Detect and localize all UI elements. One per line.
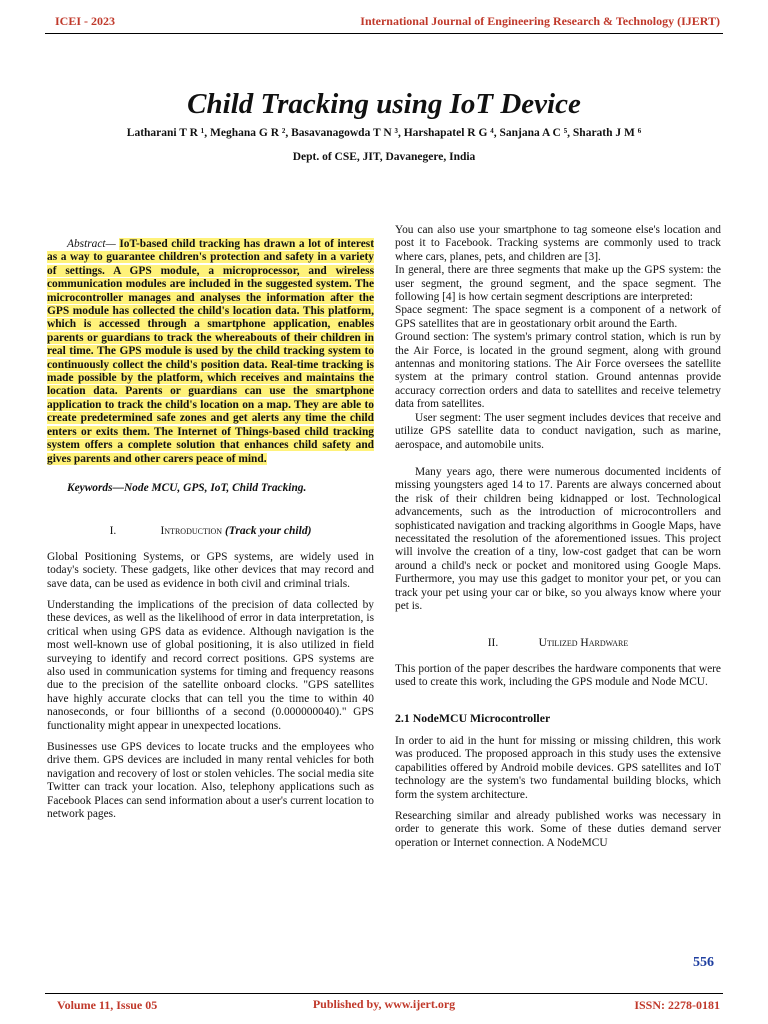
footer-middle: Published by, www.ijert.org — [312, 997, 456, 1011]
intro-paragraph: Global Positioning Systems, or GPS systems, are widely used in today's society. These gadgets, like other devices that may record and save data, can be used as evidence in both civil and criminal trials. — [47, 550, 374, 590]
intro-paragraph: Businesses use GPS devices to locate trucks and the employees who drive them. GPS devices are included in many rental vehicles for both navigation and recovery of lost or stolen vehicles. The social media site Twitter can track your location. Also, telephony applications such as Facebook Places can send information about a user's current location to network pages. — [47, 741, 374, 821]
body-paragraph: Researching similar and already published works was necessary in order to generate this work. Some of these duties demand server operation or Internet connection. A NodeMCU — [395, 810, 721, 849]
section-number: II. — [487, 637, 499, 650]
abstract — [47, 238, 374, 466]
abstract-text: IoT-based child tracking has drawn a lot of interest as a way to guarantee children's protection and safety in a variety of settings. A GPS module, a microprocessor, and wireless communication modules are included in the suggested system. The microcontroller manages and analyses the information after the GPS module has collected the child's location data. This platform, which is accessed through a smartphone application, enables parents or guardians to track the whereabouts of their children in real time. The GPS module is used by the child tracking system to continuously collect the child's position data. Real-time tracking is made possible by the platform, which receives and maintains the location data. Parents or guardians can use the smartphone application to track the child's location on a map. They are able to create predetermined safe zones and get alerts any time the child enters or exits them. The Internet of Things-based child tracking system offers a complete solution that enhances child safety and gives parents and other carers peace of mind. — [47, 238, 374, 465]
section-heading-hardware — [395, 637, 721, 650]
body-paragraph: In order to aid in the hunt for missing or missing children, this work was produced. The proposed approach in this study uses the extensive capabilities offered by Android mobile devices. GPS satellites and IoT technology are the system's two fundamental building blocks, which form the system architecture. — [395, 735, 721, 801]
body-paragraph: Ground section: The system's primary control station, which is run by the Air Force, is located in the ground segment, along with ground antennas and monitoring stations. The Air Force oversees the satellite system at the primary control station. Ground antennas provide accuracy correction orders and data to satellites and receive telemetry data from satellites. — [395, 331, 721, 411]
paper-title: Child Tracking using IoT Device — [187, 88, 581, 120]
header-rule — [45, 33, 723, 34]
section-title: Utilized Hardware — [538, 637, 629, 650]
section-subtitle: (Track your child) — [224, 525, 312, 538]
body-paragraph: Space segment: The space segment is a component of a network of GPS satellites that are in geostationary orbit around the Earth. — [395, 304, 721, 330]
left-column — [47, 238, 374, 821]
section-number: I. — [109, 525, 117, 538]
abstract-label: Abstract— — [67, 238, 116, 250]
body-paragraph: You can also use your smartphone to tag someone else's location and post it to Facebook. Tracking systems are commonly used to track where cars, planes, pets, and children are [3]. — [395, 224, 721, 263]
header-left: ICEI - 2023 — [55, 14, 116, 28]
footer-rule — [45, 993, 723, 994]
affiliation: Dept. of CSE, JIT, Davanegere, India — [292, 151, 476, 163]
section-title: Introduction — [160, 525, 223, 538]
subsection-heading: 2.1 NodeMCU Microcontroller — [395, 710, 551, 725]
body-paragraph: Many years ago, there were numerous documented incidents of missing youngsters aged 14 to 17. Parents are always concerned about the risk of their children being kidnapped or lost. Technological advancements, such as the introduction of microcontrollers and sophisticated navigation and tracking algorithms in Google Maps, have necessitated the resolution of the aforementioned issues. This project will involve the creation of a tiny, low-cost gadget that can be worn around a child's neck or pocket and monitored using Google Maps. Furthermore, you may use this gadget to monitor your pet, or you can track your pet using your car or bike, so you always know where your pet is. — [395, 465, 721, 612]
page-number: 556 — [693, 955, 714, 970]
footer-right: ISSN: 2278-0181 — [634, 998, 720, 1012]
author-list: Latharani T R ¹, Meghana G R ², Basavanagowda T N ³, Harshapatel R G ⁴, Sanjana A C ⁵, Sharath J M ⁶ — [126, 127, 642, 139]
body-paragraph: In general, there are three segments that make up the GPS system: the user segment, the ground segment, and the space segment. The following [4] is how certain segment descriptions are interpreted: — [395, 264, 721, 304]
intro-paragraph: Understanding the implications of the precision of data collected by these devices, as well as the likelihood of error in data interpretation, is critical when using GPS data as evidence. Although navigation is the most well-known use of global positioning, it is also utilized in field surveying to identify and record correct positions. GPS systems are also used in communication systems for timing and frequency reasons due to the precision of the satellite onboard clocks. "GPS satellites have highly accurate clocks that can tell you the time to within 40 nanoseconds, or four billionths of a second (0.000000040)." GPS functionality might appear in unexpected locations. — [47, 598, 374, 732]
header-right: International Journal of Engineering Research & Technology (IJERT) — [360, 14, 720, 28]
body-paragraph: User segment: The user segment includes devices that receive and utilize GPS satellite data to conduct navigation, such as marine, aerospace, and automobile units. — [395, 411, 721, 451]
body-paragraph: This portion of the paper describes the hardware components that were used to create this work, including the GPS module and Node MCU. — [395, 662, 721, 689]
footer-left: Volume 11, Issue 05 — [57, 998, 158, 1012]
keywords: Keywords—Node MCU, GPS, IoT, Child Tracking. — [67, 481, 307, 494]
right-column — [395, 224, 721, 850]
section-heading-introduction — [47, 525, 374, 538]
